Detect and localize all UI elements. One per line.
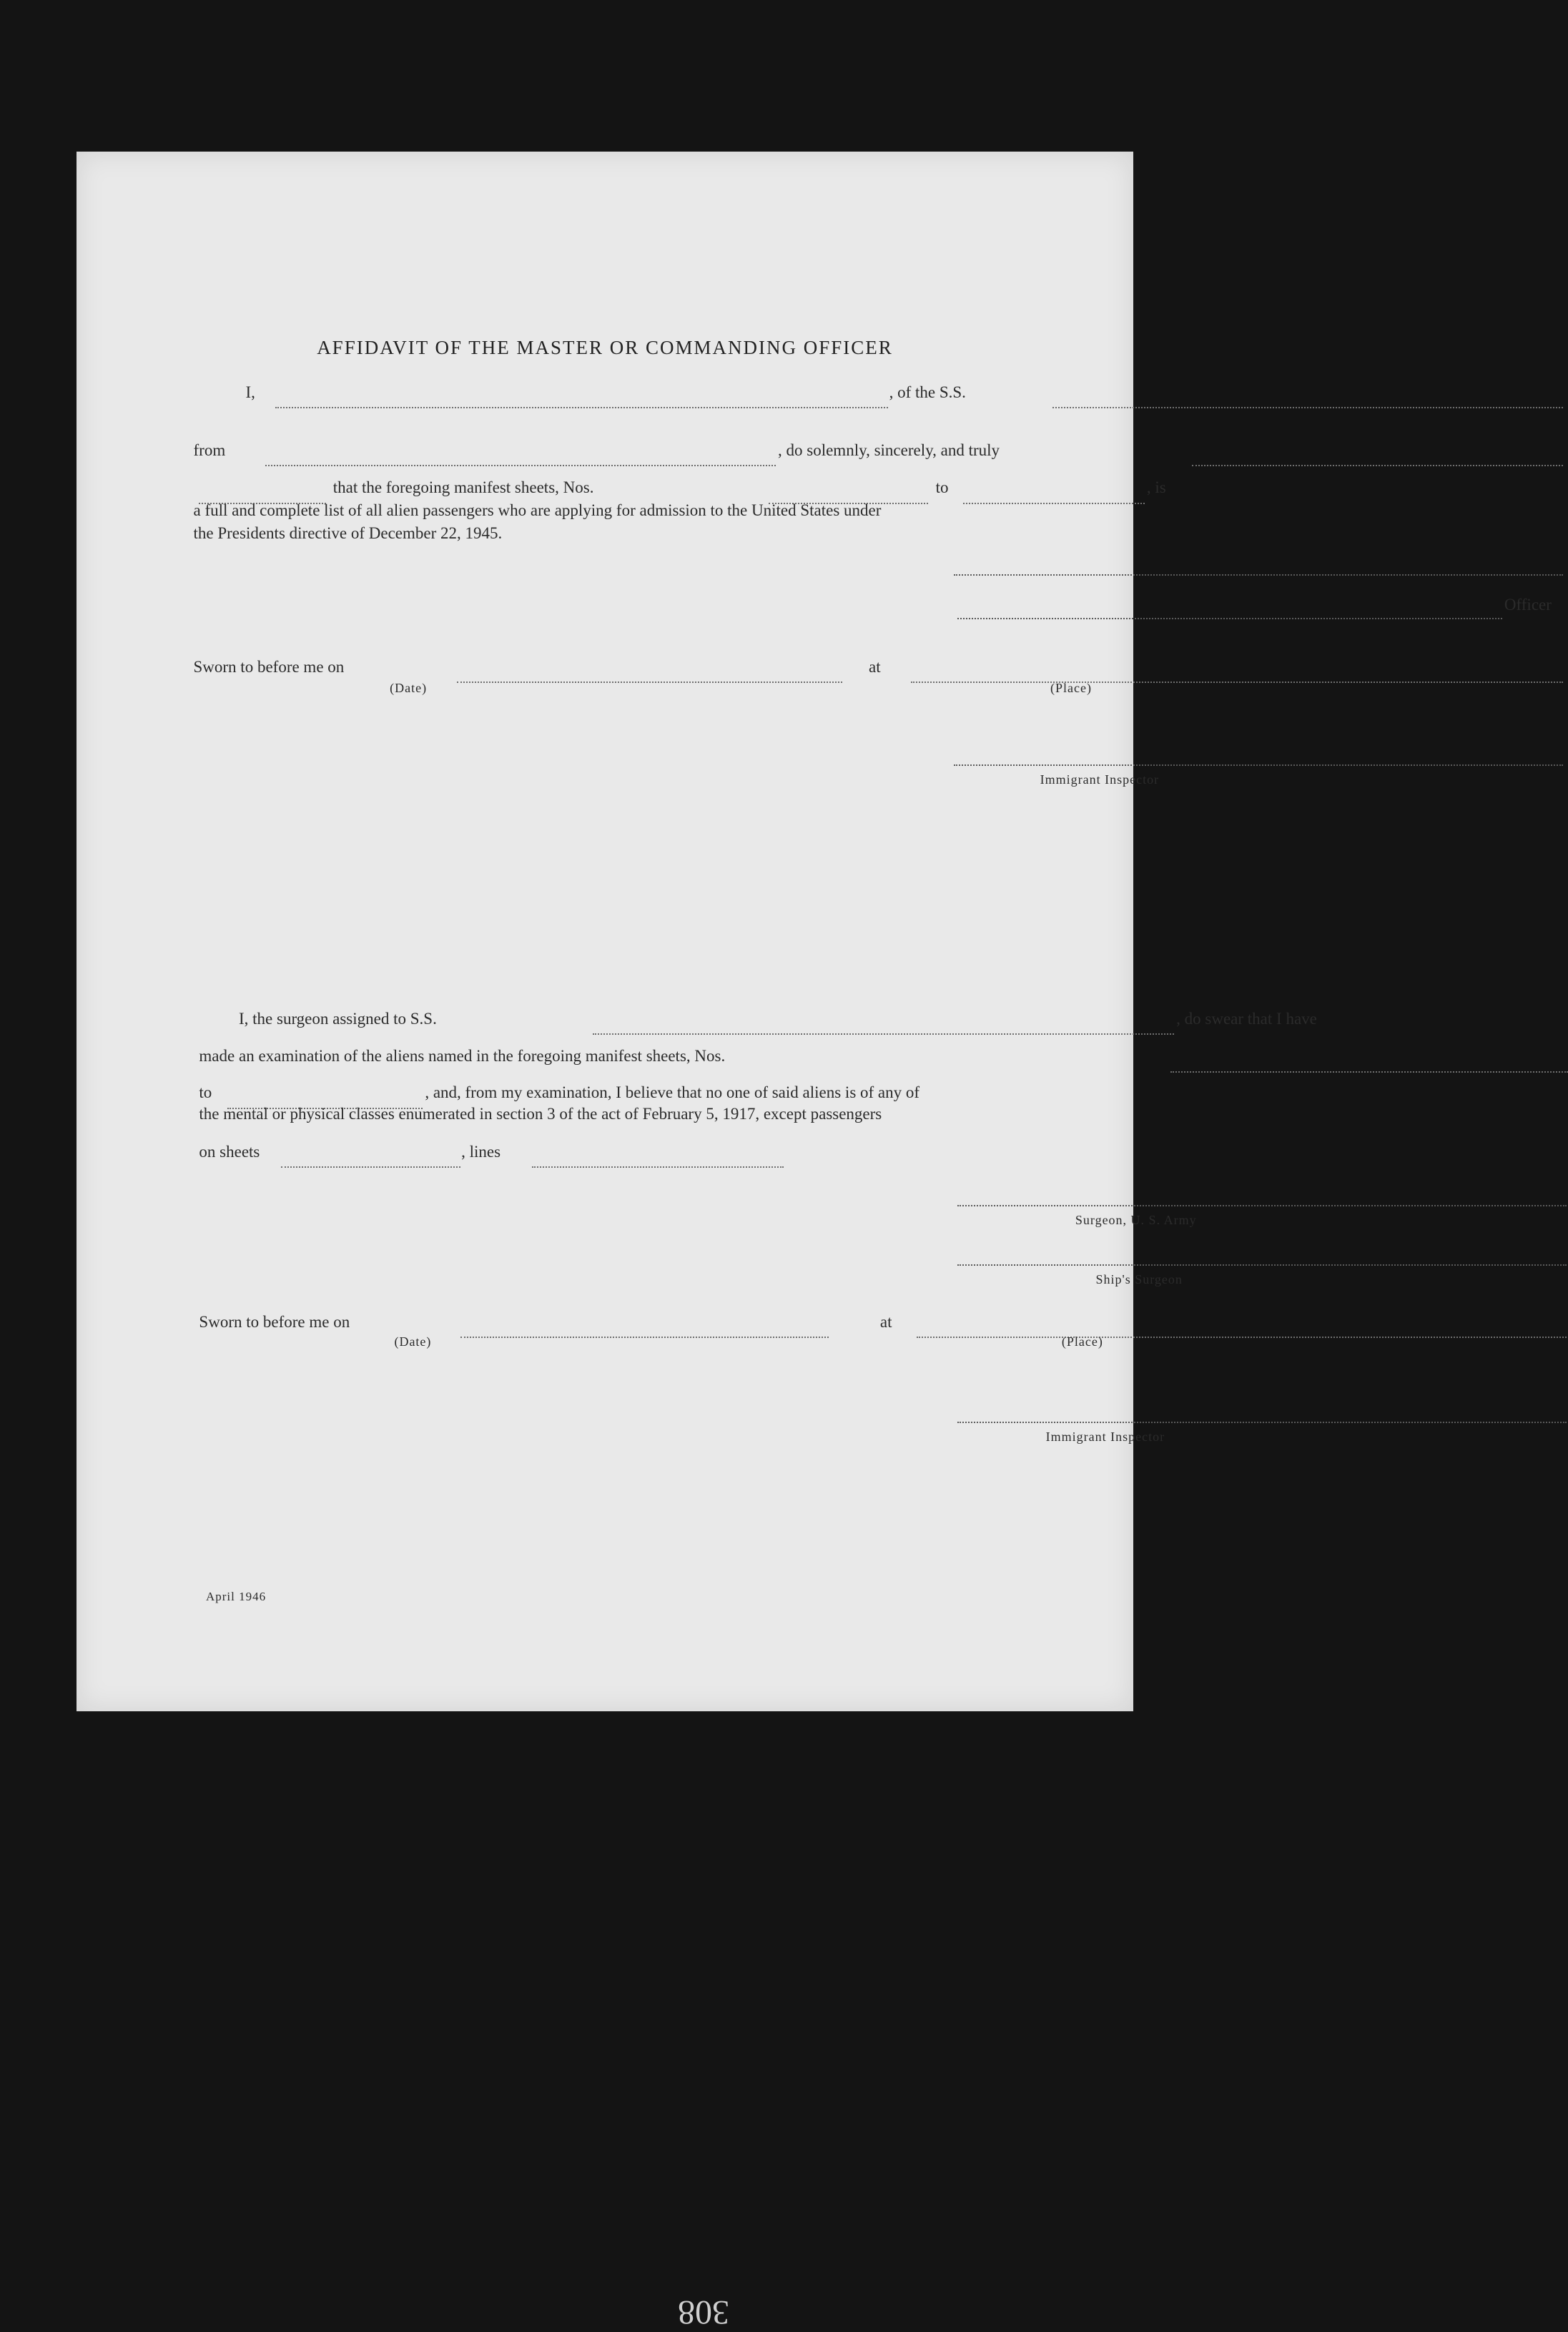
surgeon-line-1-start: I, the surgeon assigned to S.S.	[238, 1010, 437, 1028]
army-surgeon-signature-line[interactable]	[957, 1205, 1567, 1206]
officer-label: Officer	[1504, 595, 1552, 614]
inspector-label: Immigrant Inspector	[1040, 772, 1160, 787]
surgeon-sworn-place-field[interactable]	[917, 1337, 1567, 1338]
surgeon-line-4: the mental or physical classes enumerated in section 3 of the act of February 5, 1917, except passengers	[199, 1105, 882, 1123]
lines-label: , lines	[461, 1142, 501, 1161]
surgeon-line-1-end: , do swear that I have	[1176, 1010, 1317, 1028]
master-body-line-3: the Presidents directive of December 22, 1945.	[193, 523, 503, 542]
form-date: April 1946	[205, 1590, 267, 1604]
surgeon-ship-field[interactable]	[593, 1033, 1174, 1035]
surgeon-date-caption: (Date)	[394, 1334, 432, 1349]
officer-signature-line-2[interactable]	[957, 618, 1502, 619]
surgeon-sworn-label: Sworn to before me on	[199, 1312, 350, 1331]
surgeon-sheet-from-field[interactable]	[1170, 1071, 1568, 1073]
sheet-to-field[interactable]	[963, 503, 1145, 504]
i-label: I,	[245, 383, 255, 401]
of-ss-label: , of the S.S.	[889, 383, 966, 401]
affidavit-page	[77, 152, 1552, 2331]
swear-phrase: , do solemnly, sincerely, and truly	[778, 441, 1000, 459]
officer-signature-line-1[interactable]	[954, 574, 1563, 576]
master-body-line-2: a full and complete list of all alien passengers who are applying for admission to the United States under	[193, 501, 882, 519]
surgeon-to-label: to	[199, 1083, 212, 1102]
date-caption: (Date)	[390, 680, 428, 695]
is-label: , is	[1146, 478, 1166, 497]
except-lines-field[interactable]	[532, 1166, 784, 1168]
from-port-field[interactable]	[265, 465, 776, 466]
surgeon-inspector-label: Immigrant Inspector	[1045, 1430, 1165, 1445]
swear-word-field[interactable]	[1192, 465, 1563, 466]
inspector-signature-line[interactable]	[954, 764, 1563, 766]
on-sheets-label: on sheets	[199, 1142, 260, 1161]
place-caption: (Place)	[1050, 680, 1092, 695]
except-sheets-field[interactable]	[281, 1166, 460, 1168]
ship-name-field[interactable]	[1052, 407, 1563, 408]
master-name-field[interactable]	[275, 407, 888, 408]
manifest-phrase: that the foregoing manifest sheets, Nos.	[332, 478, 594, 497]
ship-surgeon-signature-line[interactable]	[957, 1264, 1567, 1266]
surgeon-line-3-rest: , and, from my examination, I believe that no one of said aliens is of any of	[425, 1083, 920, 1102]
surgeon-line-2: made an examination of the aliens named in the foregoing manifest sheets, Nos.	[199, 1047, 726, 1066]
army-surgeon-label: Surgeon, U. S. Army	[1075, 1213, 1197, 1228]
surgeon-inspector-signature-line[interactable]	[957, 1422, 1567, 1423]
ship-surgeon-label: Ship's Surgeon	[1095, 1271, 1183, 1286]
surgeon-sworn-date-field[interactable]	[460, 1337, 829, 1338]
sworn-place-field[interactable]	[911, 682, 1564, 683]
from-label: from	[193, 441, 226, 459]
at-label: at	[868, 657, 881, 676]
sworn-label: Sworn to before me on	[193, 657, 345, 676]
bleed-through-number: 308	[678, 2293, 730, 2331]
surgeon-at-label: at	[879, 1312, 892, 1331]
affidavit-heading: AFFIDAVIT OF THE MASTER OR COMMANDING OFFICER	[317, 336, 893, 358]
to-label: to	[935, 478, 949, 497]
surgeon-place-caption: (Place)	[1061, 1334, 1103, 1349]
sworn-date-field[interactable]	[457, 682, 843, 683]
